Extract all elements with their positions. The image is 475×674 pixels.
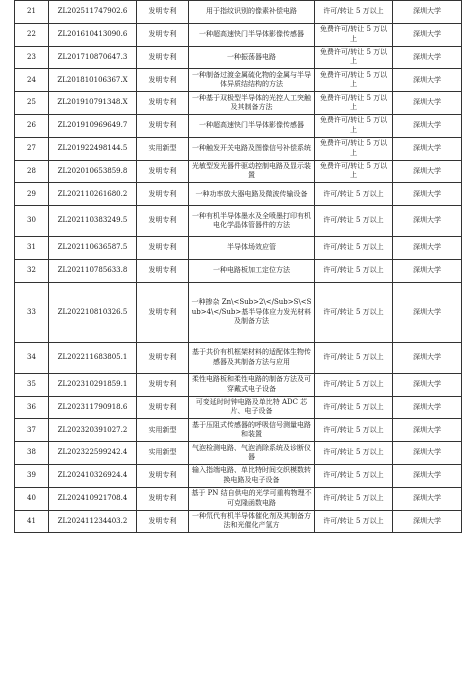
patent-title: 一种有机半导体墨水及全喷墨打印有机电化学晶体管器件的方法	[189, 206, 315, 237]
table-row	[15, 206, 462, 237]
patent-number: ZL201922498144.5	[49, 137, 137, 160]
patent-title: 一种掺杂 Zn\<Sub>2\</Sub>S\<Sub>4\</Sub>基半导体应力发光材料及制备方法	[189, 282, 315, 342]
patent-owner: 深圳大学	[393, 69, 462, 92]
patent-owner: 深圳大学	[393, 464, 462, 487]
patent-number: ZL202110785633.8	[49, 259, 137, 282]
table-row	[15, 46, 462, 69]
table-row	[15, 464, 462, 487]
patent-type: 发明专利	[137, 487, 189, 510]
patent-title: 基于 PN 结自供电的光学可重构物理不可克隆函数电路	[189, 487, 315, 510]
patent-owner: 深圳大学	[393, 237, 462, 260]
patent-owner: 深圳大学	[393, 396, 462, 419]
license-terms: 许可/转让 5 万以上	[315, 237, 393, 260]
patent-table	[14, 0, 462, 533]
row-index: 34	[15, 342, 49, 373]
license-terms: 免费许可/转让 5 万以上	[315, 69, 393, 92]
license-terms: 许可/转让 5 万以上	[315, 373, 393, 396]
patent-owner: 深圳大学	[393, 1, 462, 24]
table-row	[15, 1, 462, 24]
license-terms: 免费许可/转让 5 万以上	[315, 137, 393, 160]
patent-number: ZL202211683805.1	[49, 342, 137, 373]
license-terms: 许可/转让 5 万以上	[315, 282, 393, 342]
patent-number: ZL201710870647.3	[49, 46, 137, 69]
row-index: 29	[15, 183, 49, 206]
patent-title: 一种氘代有机半导体催化剂及其制备方法和光催化产氢方	[189, 510, 315, 533]
patent-owner: 深圳大学	[393, 373, 462, 396]
table-row	[15, 282, 462, 342]
patent-title: 一种基于双极型半导体的光控人工突触及其制备方法	[189, 92, 315, 115]
patent-number: ZL202110383249.5	[49, 206, 137, 237]
patent-title: 基于压阻式传感器的呼吸信号测量电路和装置	[189, 419, 315, 442]
patent-owner: 深圳大学	[393, 442, 462, 465]
patent-number: ZL201810106367.X	[49, 69, 137, 92]
table-row	[15, 237, 462, 260]
table-row	[15, 342, 462, 373]
patent-title: 半导体场效应管	[189, 237, 315, 260]
table-row	[15, 92, 462, 115]
row-index: 22	[15, 23, 49, 46]
patent-owner: 深圳大学	[393, 114, 462, 137]
patent-type: 发明专利	[137, 342, 189, 373]
patent-number: ZL202322599242.4	[49, 442, 137, 465]
license-terms: 许可/转让 5 万以上	[315, 464, 393, 487]
patent-number: ZL202511747902.6	[49, 1, 137, 24]
table-row	[15, 137, 462, 160]
row-index: 24	[15, 69, 49, 92]
row-index: 27	[15, 137, 49, 160]
row-index: 31	[15, 237, 49, 260]
license-terms: 许可/转让 5 万以上	[315, 510, 393, 533]
patent-type: 发明专利	[137, 396, 189, 419]
patent-title: 一种超高速快门半导体影像传感器	[189, 114, 315, 137]
patent-number: ZL202110261680.2	[49, 183, 137, 206]
patent-type: 发明专利	[137, 183, 189, 206]
patent-type: 发明专利	[137, 206, 189, 237]
patent-number: ZL202411234403.2	[49, 510, 137, 533]
license-terms: 免费许可/转让 5 万以上	[315, 92, 393, 115]
table-row	[15, 487, 462, 510]
row-index: 38	[15, 442, 49, 465]
license-terms: 许可/转让 5 万以上	[315, 206, 393, 237]
patent-table-sheet	[14, 0, 461, 533]
patent-type: 实用新型	[137, 442, 189, 465]
patent-title: 光敏型发光器件驱动控制电路及显示装置	[189, 160, 315, 183]
patent-owner: 深圳大学	[393, 487, 462, 510]
row-index: 25	[15, 92, 49, 115]
table-row	[15, 183, 462, 206]
patent-title: 一种触发开关电路及图像信号补偿系统	[189, 137, 315, 160]
row-index: 39	[15, 464, 49, 487]
patent-number: ZL202320391027.2	[49, 419, 137, 442]
license-terms: 许可/转让 5 万以上	[315, 419, 393, 442]
patent-number: ZL202210810326.5	[49, 282, 137, 342]
patent-type: 发明专利	[137, 114, 189, 137]
patent-type: 发明专利	[137, 259, 189, 282]
table-row	[15, 23, 462, 46]
patent-number: ZL202410921708.4	[49, 487, 137, 510]
patent-number: ZL201610413090.6	[49, 23, 137, 46]
patent-type: 发明专利	[137, 373, 189, 396]
patent-type: 发明专利	[137, 237, 189, 260]
license-terms: 许可/转让 5 万以上	[315, 183, 393, 206]
table-row	[15, 114, 462, 137]
table-row	[15, 442, 462, 465]
patent-title: 柔性电路板和柔性电路的制备方法及可穿戴式电子设备	[189, 373, 315, 396]
patent-type: 发明专利	[137, 46, 189, 69]
table-row	[15, 160, 462, 183]
row-index: 36	[15, 396, 49, 419]
row-index: 41	[15, 510, 49, 533]
row-index: 33	[15, 282, 49, 342]
patent-owner: 深圳大学	[393, 510, 462, 533]
patent-type: 发明专利	[137, 1, 189, 24]
patent-type: 发明专利	[137, 282, 189, 342]
patent-owner: 深圳大学	[393, 137, 462, 160]
table-row	[15, 69, 462, 92]
patent-owner: 深圳大学	[393, 282, 462, 342]
patent-title: 一种制备过渡金属硫化物的金属与半导体异质结结构的方法	[189, 69, 315, 92]
patent-number: ZL201910791348.X	[49, 92, 137, 115]
row-index: 40	[15, 487, 49, 510]
table-row	[15, 419, 462, 442]
patent-type: 实用新型	[137, 137, 189, 160]
patent-number: ZL202010653859.8	[49, 160, 137, 183]
patent-owner: 深圳大学	[393, 92, 462, 115]
patent-type: 实用新型	[137, 419, 189, 442]
row-index: 32	[15, 259, 49, 282]
patent-type: 发明专利	[137, 464, 189, 487]
license-terms: 许可/转让 5 万以上	[315, 487, 393, 510]
patent-owner: 深圳大学	[393, 342, 462, 373]
row-index: 26	[15, 114, 49, 137]
patent-owner: 深圳大学	[393, 419, 462, 442]
license-terms: 许可/转让 5 万以上	[315, 1, 393, 24]
patent-number: ZL201910969649.7	[49, 114, 137, 137]
patent-number: ZL202110636587.5	[49, 237, 137, 260]
patent-owner: 深圳大学	[393, 46, 462, 69]
patent-owner: 深圳大学	[393, 160, 462, 183]
row-index: 35	[15, 373, 49, 396]
license-terms: 许可/转让 5 万以上	[315, 259, 393, 282]
patent-title: 气泡检测电路、气泡消除系统及诊断仪器	[189, 442, 315, 465]
table-row	[15, 259, 462, 282]
license-terms: 许可/转让 5 万以上	[315, 442, 393, 465]
patent-owner: 深圳大学	[393, 259, 462, 282]
patent-number: ZL202310291859.1	[49, 373, 137, 396]
patent-title: 基于共价有机框架材料的适配体生物传感器及其制备方法与应用	[189, 342, 315, 373]
patent-title: 一种超高速快门半导体影像传感器	[189, 23, 315, 46]
patent-title: 一种功率放大器电路及微波传输设备	[189, 183, 315, 206]
license-terms: 免费许可/转让 5 万以上	[315, 114, 393, 137]
patent-title: 输入指端电路、单比特时间交织模数转换电路及电子设备	[189, 464, 315, 487]
patent-type: 发明专利	[137, 92, 189, 115]
row-index: 21	[15, 1, 49, 24]
table-row	[15, 396, 462, 419]
row-index: 30	[15, 206, 49, 237]
table-row	[15, 373, 462, 396]
patent-number: ZL202311790918.6	[49, 396, 137, 419]
patent-title: 可变延时时钟电路及单比特 ADC 芯片、电子设备	[189, 396, 315, 419]
table-row	[15, 510, 462, 533]
patent-title: 一种振荡器电路	[189, 46, 315, 69]
license-terms: 免费许可/转让 5 万以上	[315, 46, 393, 69]
row-index: 37	[15, 419, 49, 442]
patent-title: 一种电路板加工定位方法	[189, 259, 315, 282]
license-terms: 许可/转让 5 万以上	[315, 396, 393, 419]
row-index: 28	[15, 160, 49, 183]
license-terms: 免费许可/转让 5 万以上	[315, 23, 393, 46]
patent-owner: 深圳大学	[393, 206, 462, 237]
patent-number: ZL202410326924.4	[49, 464, 137, 487]
license-terms: 许可/转让 5 万以上	[315, 342, 393, 373]
patent-type: 发明专利	[137, 23, 189, 46]
patent-owner: 深圳大学	[393, 23, 462, 46]
patent-type: 发明专利	[137, 160, 189, 183]
patent-type: 发明专利	[137, 510, 189, 533]
patent-title: 用于指纹识别的像素补偿电路	[189, 1, 315, 24]
patent-owner: 深圳大学	[393, 183, 462, 206]
patent-type: 发明专利	[137, 69, 189, 92]
license-terms: 免费许可/转让 5 万以上	[315, 160, 393, 183]
row-index: 23	[15, 46, 49, 69]
